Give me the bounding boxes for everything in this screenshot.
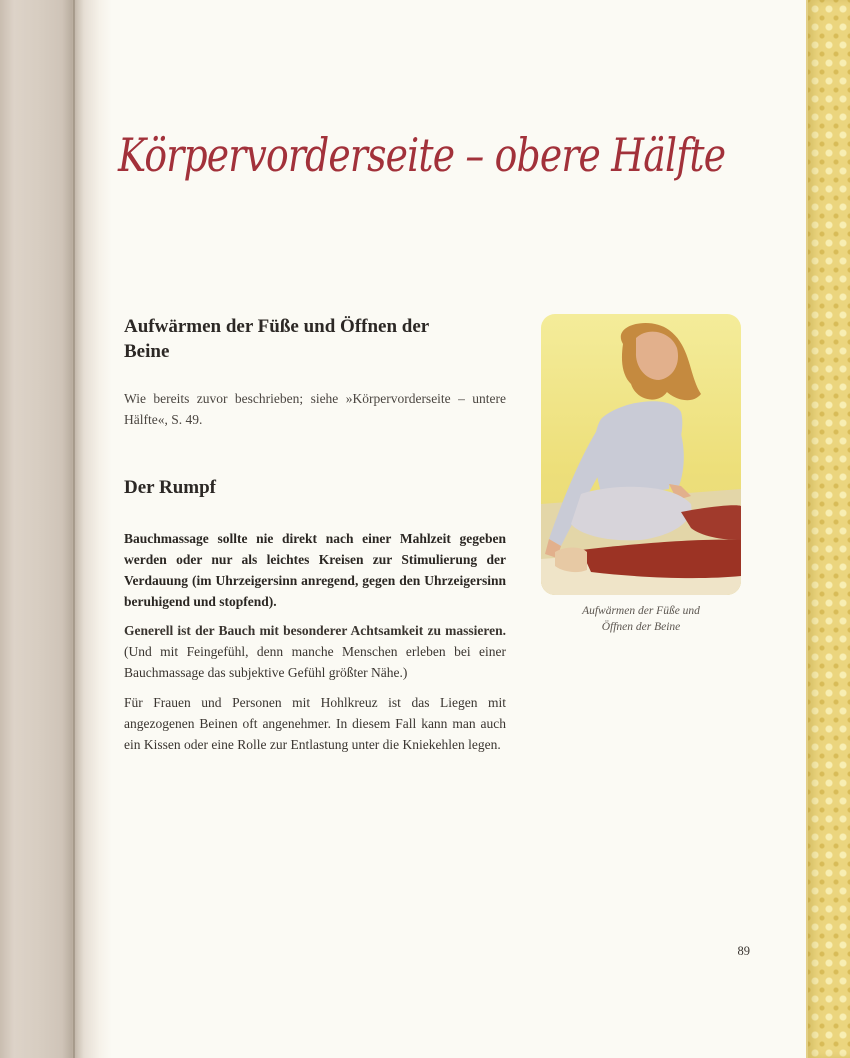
section-heading-torso: Der Rumpf	[124, 477, 217, 498]
paragraph-abdomen-care	[124, 620, 506, 683]
page-title: Körpervorderseite – obere Hälfte	[118, 128, 726, 182]
section-text-warmup: Wie bereits zuvor beschrieben; siehe »Körpervorderseite – untere Hälfte«, S. 49.	[124, 391, 506, 427]
book-gutter	[0, 0, 112, 1058]
paragraph-abdominal-massage: Bauchmassage sollte nie direkt nach einer Mahlzeit gegeben werden oder nur als leichtes Kreisen zur Stimulierung der Verdauung (im Uhrzeigersinn anregend, gegen den Uhrzeigersinn beruhigend und stopfend).	[124, 531, 506, 609]
massage-photo	[541, 314, 741, 595]
page-number: 89	[737, 944, 750, 958]
decorative-page-edge	[806, 0, 850, 1058]
massage-photo-illustration	[541, 314, 741, 595]
photo-caption-line-2: Öffnen der Beine	[601, 621, 681, 633]
paragraph-abdomen-care-bold: Generell ist der Bauch mit besonderer Achtsamkeit zu massieren.	[124, 623, 506, 638]
paragraph-abdomen-care-rest: (Und mit Feingefühl, denn manche Menschen erleben bei einer Bauchmassage das subjektive Gefühl größter Nähe.)	[124, 644, 506, 680]
photo-caption	[541, 603, 741, 635]
photo-caption-line-1: Aufwärmen der Füße und	[582, 605, 700, 617]
gutter-fold-line	[73, 0, 75, 1058]
paragraph-positioning: Für Frauen und Personen mit Hohlkreuz ist das Liegen mit angezogenen Beinen oft angenehmer. In diesem Fall kann man auch ein Kissen oder eine Rolle zur Entlastung unter die Kniekehlen legen.	[124, 695, 506, 752]
section-heading-warmup: Aufwärmen der Füße und Öffnen der Beine	[124, 316, 429, 362]
